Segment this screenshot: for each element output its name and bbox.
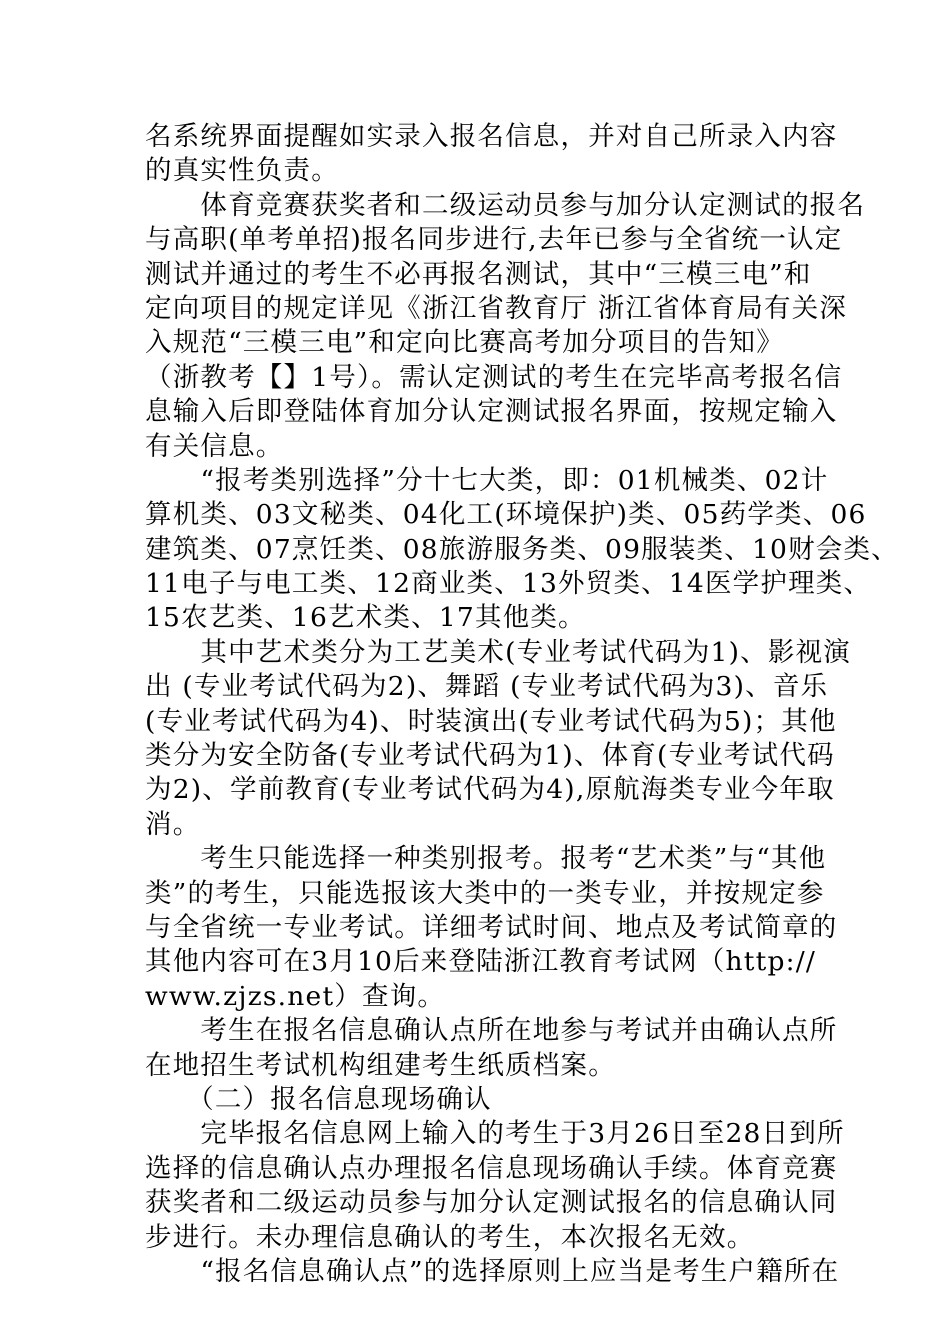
text-line: 定向项目的规定详见《浙江省教育厅 浙江省体育局有关深: [145, 292, 848, 324]
text-line: 其中艺术类分为工艺美术(专业考试代码为1)、影视演: [145, 636, 851, 668]
text-line: 入规范“三模三电”和定向比赛高考加分项目的告知》: [145, 327, 784, 359]
text-line: 名系统界面提醒如实录入报名信息，并对自己所录入内容: [145, 121, 838, 152]
text-line: 11电子与电工类、12商业类、13外贸类、14医学护理类、: [145, 568, 872, 600]
text-line: 类分为安全防备(专业考试代码为1)、体育(专业考试代码: [145, 740, 835, 772]
text-line: 的真实性负责。: [145, 155, 339, 187]
text-line: www.zjzs.net）查询。: [145, 980, 446, 1012]
text-line: 选择的信息确认点办理报名信息现场确认手续。体育竞赛: [145, 1152, 838, 1184]
text-line: 考生只能选择一种类别报考。报考“艺术类”与“其他: [145, 843, 827, 875]
text-line: 15农艺类、16艺术类、17其他类。: [145, 602, 586, 634]
text-line: (专业考试代码为4)、时装演出(专业考试代码为5)；其他: [145, 705, 837, 737]
text-line: “报考类别选择”分十七大类，即：01机械类、02计: [145, 464, 829, 496]
text-line: 体育竞赛获奖者和二级运动员参与加分认定测试的报名: [145, 189, 866, 221]
text-line: 其他内容可在3月10后来登陆浙江教育考试网（http://: [145, 946, 816, 978]
text-line: 完毕报名信息网上输入的考生于3月26日至28日到所: [145, 1118, 845, 1150]
text-line: 获奖者和二级运动员参与加分认定测试报名的信息确认同: [145, 1187, 838, 1219]
text-line: 类”的考生，只能选报该大类中的一类专业，并按规定参: [145, 877, 825, 909]
text-line: 测试并通过的考生不必再报名测试，其中“三模三电”和: [145, 258, 812, 290]
text-line: （浙教考【】1号）。需认定测试的考生在完毕高考报名信: [145, 361, 843, 393]
text-line: 算机类、03文秘类、04化工(环境保护)类、05药学类、06: [145, 499, 867, 531]
text-line: 有关信息。: [145, 430, 284, 462]
text-line: “报名信息确认点”的选择原则上应当是考生户籍所在: [145, 1255, 840, 1287]
text-line: 在地招生考试机构组建考生纸质档案。: [145, 1049, 616, 1081]
text-line: 息输入后即登陆体育加分认定测试报名界面，按规定输入: [145, 396, 838, 428]
text-line: 考生在报名信息确认点所在地参与考试并由确认点所: [145, 1015, 838, 1047]
text-line: 与全省统一专业考试。详细考试时间、地点及考试简章的: [145, 911, 838, 943]
text-line: 步进行。未办理信息确认的考生，本次报名无效。: [145, 1221, 755, 1253]
text-line: 消。: [145, 808, 201, 840]
text-line: 为2)、学前教育(专业考试代码为4),原航海类专业今年取: [145, 774, 835, 806]
section-heading: （二）报名信息现场确认: [145, 1083, 492, 1115]
text-line: 出 (专业考试代码为2)、舞蹈 (专业考试代码为3)、音乐: [145, 671, 829, 703]
text-line: 建筑类、07烹饪类、08旅游服务类、09服装类、10财会类、: [145, 533, 899, 565]
body-text: [145, 120, 899, 1289]
text-line: 与高职(单考单招)报名同步进行,去年已参与全省统一认定: [145, 224, 843, 256]
